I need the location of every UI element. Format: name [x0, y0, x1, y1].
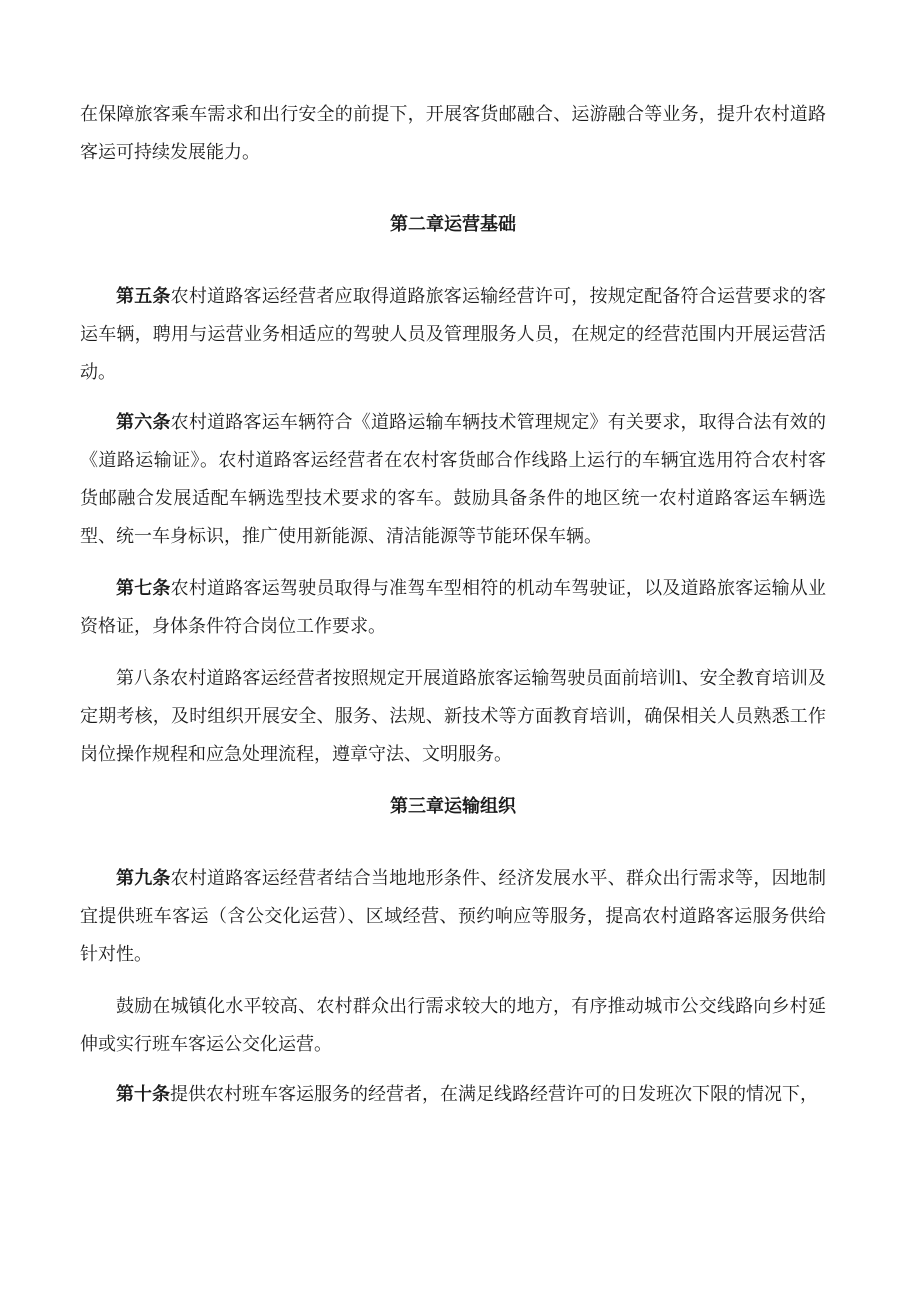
article-number: 第五条 — [116, 286, 171, 307]
paragraph-text: 农村道路客运经营者应取得道路旅客运输经营许可，按规定配备符合运营要求的客运车辆，聘用与运营业务相适应的驾驶人员及管理服务人员，在规定的经营范围内开展运营活动。 — [80, 286, 827, 383]
chapter-heading: 第三章运输组织 — [390, 796, 516, 817]
article-number: 第七条 — [116, 578, 171, 599]
article-paragraph — [80, 1076, 826, 1114]
chapter-heading: 第二章运营基础 — [390, 214, 516, 235]
article-number: 第十条 — [116, 1084, 170, 1105]
paragraph-text: 提供农村班车客运服务的经营者，在满足线路经营许可的日发班次下限的情况下， — [170, 1084, 818, 1105]
paragraph-text: 在保障旅客乘车需求和出行安全的前提下，开展客货邮融合、运游融合等业务，提升农村道路客运可持续发展能力。 — [80, 104, 826, 163]
article-paragraph — [80, 278, 826, 392]
paragraph-continuation — [80, 96, 826, 172]
article-number: 第九条 — [116, 868, 171, 889]
paragraph-text: 农村道路客运车辆符合《道路运输车辆技术管理规定》有关要求，取得合法有效的《道路运输证》。农村道路客运经营者在农村客货邮合作线路上运行的车辆宜选用符合农村客货邮融合发展适配车辆选型技术要求的客车。鼓励具备条件的地区统一农村道路客运车辆选型、统一车身标识，推广使用新能源、清洁能源等节能环保车辆。 — [80, 412, 827, 547]
paragraph-text: 鼓励在城镇化水平较高、农村群众出行需求较大的地方，有序推动城市公交线路向乡村延伸或实行班车客运公交化运营。 — [80, 996, 826, 1055]
paragraph-text: 农村道路客运经营者结合当地地形条件、经济发展水平、群众出行需求等，因地制宜提供班车客运（含公交化运营）、区域经营、预约响应等服务，提高农村道路客运服务供给针对性。 — [80, 868, 827, 965]
article-paragraph — [80, 660, 826, 774]
document-page — [80, 96, 826, 1114]
article-paragraph — [80, 860, 826, 974]
paragraph-text: 第八条农村道路客运经营者按照规定开展道路旅客运输驾驶员面前培训l、安全教育培训及定期考核，及时组织开展安全、服务、法规、新技术等方面教育培训，确保相关人员熟悉工作岗位操作规程和应急处理流程，遵章守法、文明服务。 — [80, 668, 826, 765]
paragraph — [80, 988, 826, 1064]
article-paragraph — [80, 570, 826, 646]
article-number: 第六条 — [116, 412, 171, 433]
article-paragraph — [80, 404, 826, 556]
paragraph-text: 农村道路客运驾驶员取得与准驾车型相符的机动车驾驶证，以及道路旅客运输从业资格证，身体条件符合岗位工作要求。 — [80, 578, 827, 637]
